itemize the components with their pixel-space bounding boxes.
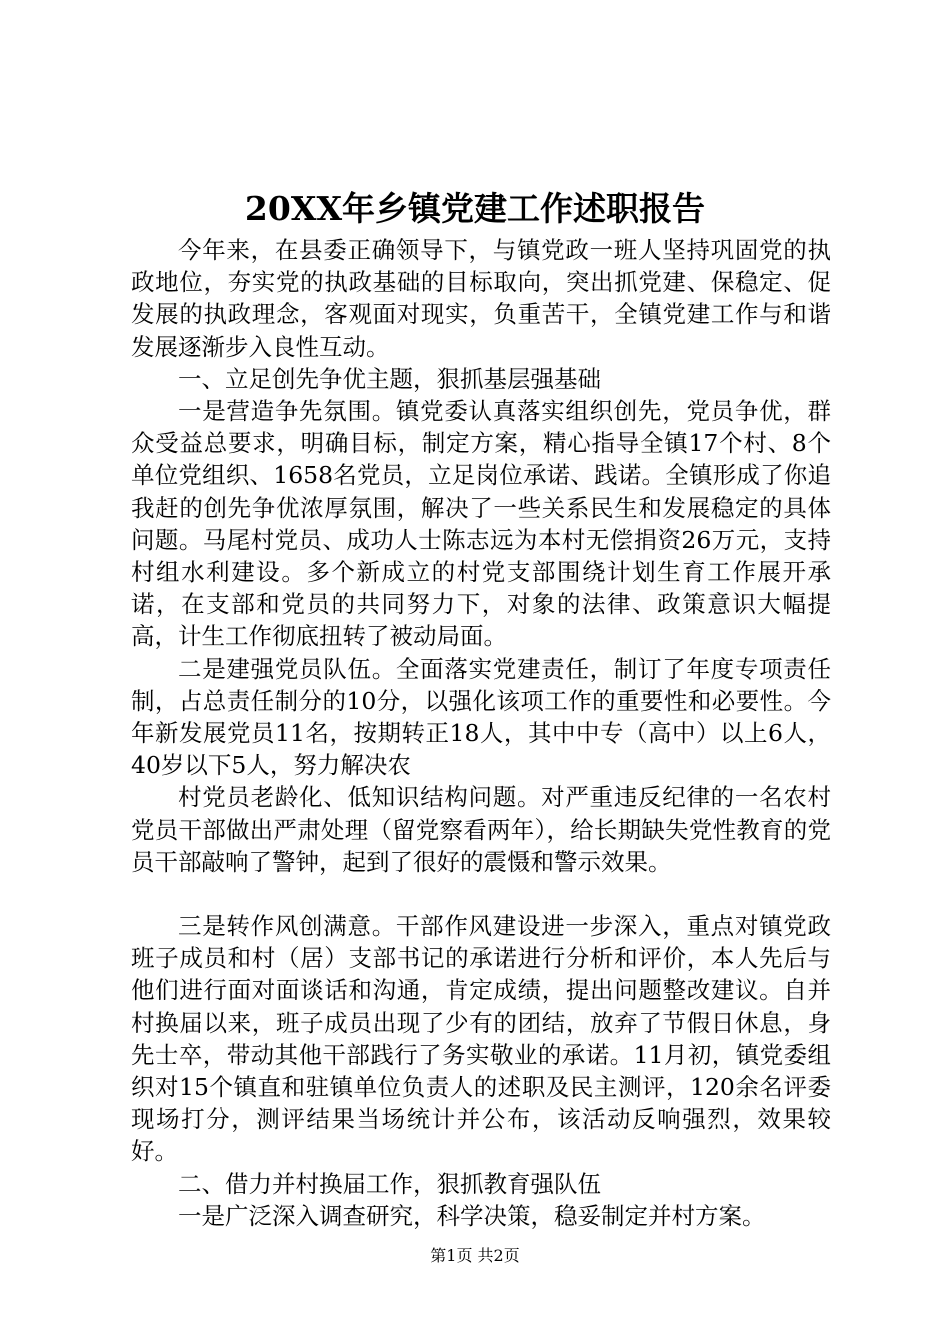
paragraph-intro: 今年来，在县委正确领导下，与镇党政一班人坚持巩固党的执政地位，夯实党的执政基础的目标取向，突出抓党建、保稳定、促发展的执政理念，客观面对现实，负重苦干，全镇党建工作与和谐发展逐渐步入良性互动。 bbox=[131, 236, 831, 361]
section-heading-1: 一、立足创先争优主题，狠抓基层强基础 bbox=[178, 364, 601, 393]
paragraph-1-2: 二是建强党员队伍。全面落实党建责任，制订了年度专项责任制，占总责任制分的10分，以强化该项工作的重要性和必要性。今年新发展党员11名，按期转正18人，其中中专（高中）以上6人，40岁以下5人，努力解决农 bbox=[131, 654, 831, 780]
paragraph-1-3: 三是转作风创满意。干部作风建设进一步深入，重点对镇党政班子成员和村（居）支部书记的承诺进行分析和评价，本人先后与他们进行面对面谈话和沟通，肯定成绩，提出问题整改建议。自并村换届以来，班子成员出现了少有的团结，放弃了节假日休息，身先士卒，带动其他干部践行了务实敬业的承诺。11月初，镇党委组织对15个镇直和驻镇单位负责人的述职及民主测评，120余名评委现场打分，测评结果当场统计并公布，该活动反响强烈，效果较好。 bbox=[131, 912, 831, 1166]
document-title: 20XX年乡镇党建工作述职报告 bbox=[244, 189, 706, 228]
section-heading-2: 二、借力并村换届工作，狠抓教育强队伍 bbox=[178, 1169, 601, 1198]
paragraph-2-1: 一是广泛深入调查研究，科学决策，稳妥制定并村方案。 bbox=[178, 1201, 766, 1230]
paragraph-1-1: 一是营造争先氛围。镇党委认真落实组织创先，党员争优，群众受益总要求，明确目标，制定方案，精心指导全镇17个村、8个单位党组织、1658名党员，立足岗位承诺、践诺。全镇形成了你追我赶的创先争优浓厚氛围，解决了一些关系民生和发展稳定的具体问题。马尾村党员、成功人士陈志远为本村无偿捐资26万元，支持村组水利建设。多个新成立的村党支部围绕计划生育工作展开承诺，在支部和党员的共同努力下，对象的法律、政策意识大幅提高，计生工作彻底扭转了被动局面。 bbox=[131, 397, 831, 651]
paragraph-1-2-continued: 村党员老龄化、低知识结构问题。对严重违反纪律的一名农村党员干部做出严肃处理（留党察看两年），给长期缺失党性教育的党员干部敲响了警钟，起到了很好的震慑和警示效果。 bbox=[131, 783, 831, 876]
document-body bbox=[131, 234, 831, 1232]
page-footer: 第1页 共2页 bbox=[430, 1246, 520, 1265]
